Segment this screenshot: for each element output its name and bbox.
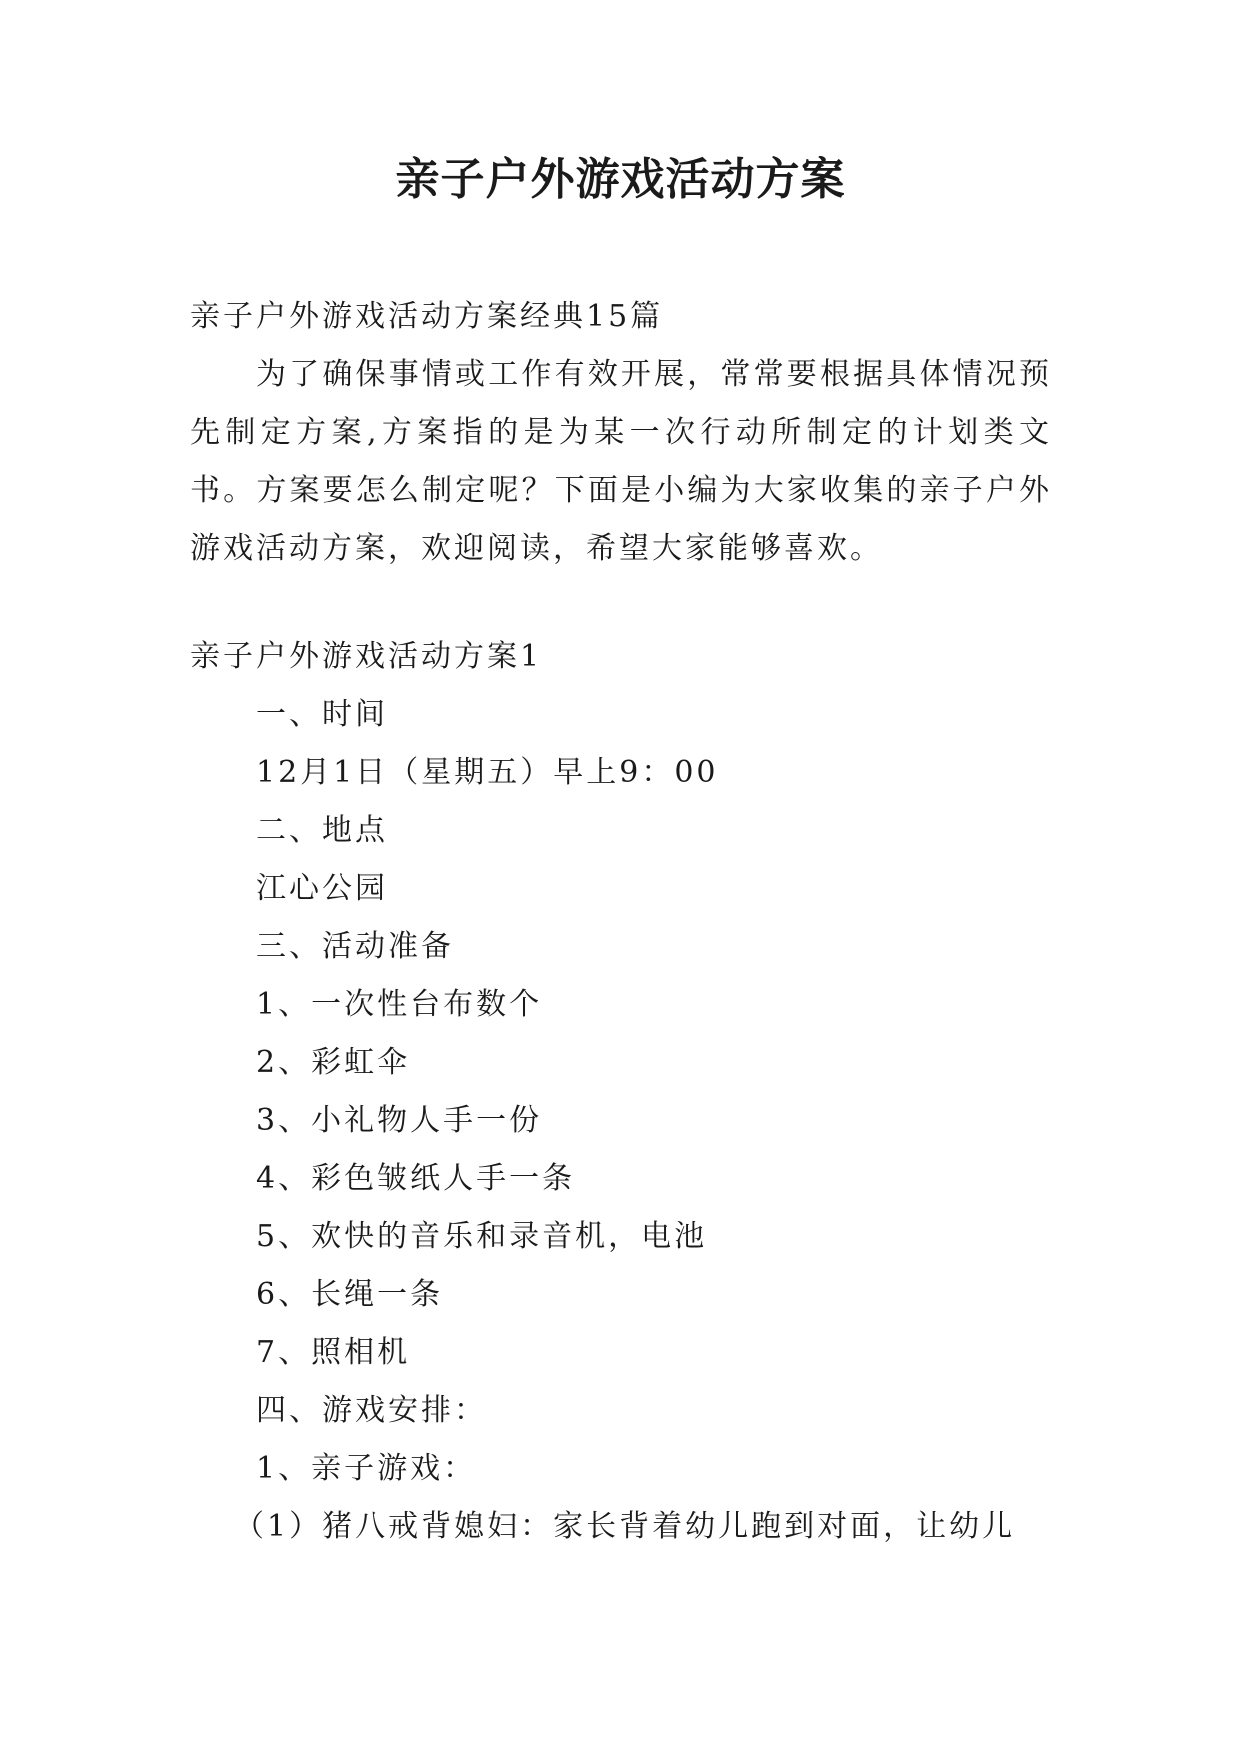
- last-line: （1）猪八戒背媳妇：家长背着幼儿跑到对面，让幼儿: [234, 1509, 1016, 1544]
- list-item: 5、欢快的音乐和录音机，电池: [256, 1219, 708, 1254]
- list-item: 二、地点: [256, 813, 388, 848]
- list-item: 3、小礼物人手一份: [256, 1103, 543, 1138]
- list-item: 一、时间: [256, 697, 388, 732]
- section-heading: 亲子户外游戏活动方案1: [190, 639, 543, 674]
- list-item: 2、彩虹伞: [256, 1045, 411, 1080]
- list-item: 1、一次性台布数个: [256, 987, 543, 1022]
- document-subtitle: 亲子户外游戏活动方案经典15篇: [190, 299, 664, 334]
- list-item: 12月1日（星期五）早上9：00: [256, 755, 719, 790]
- list-item: 7、照相机: [256, 1335, 411, 1370]
- paragraph-gap: [190, 578, 1052, 628]
- list-item: 4、彩色皱纸人手一条: [256, 1161, 576, 1196]
- document-title: 亲子户外游戏活动方案: [395, 154, 846, 205]
- list-item: 四、游戏安排：: [256, 1393, 487, 1428]
- list-item: 6、长绳一条: [256, 1277, 444, 1312]
- list-item: 江心公园: [256, 871, 388, 906]
- list-item: 三、活动准备: [256, 929, 454, 964]
- list-item: 1、亲子游戏：: [256, 1451, 477, 1486]
- intro-paragraph: 为了确保事情或工作有效开展，常常要根据具体情况预先制定方案,方案指的是为某一次行动所制定的计划类文书。方案要怎么制定呢？下面是小编为大家收集的亲子户外游戏活动方案，欢迎阅读，希望大家能够喜欢。: [190, 357, 1052, 566]
- document-body: [190, 288, 1052, 1556]
